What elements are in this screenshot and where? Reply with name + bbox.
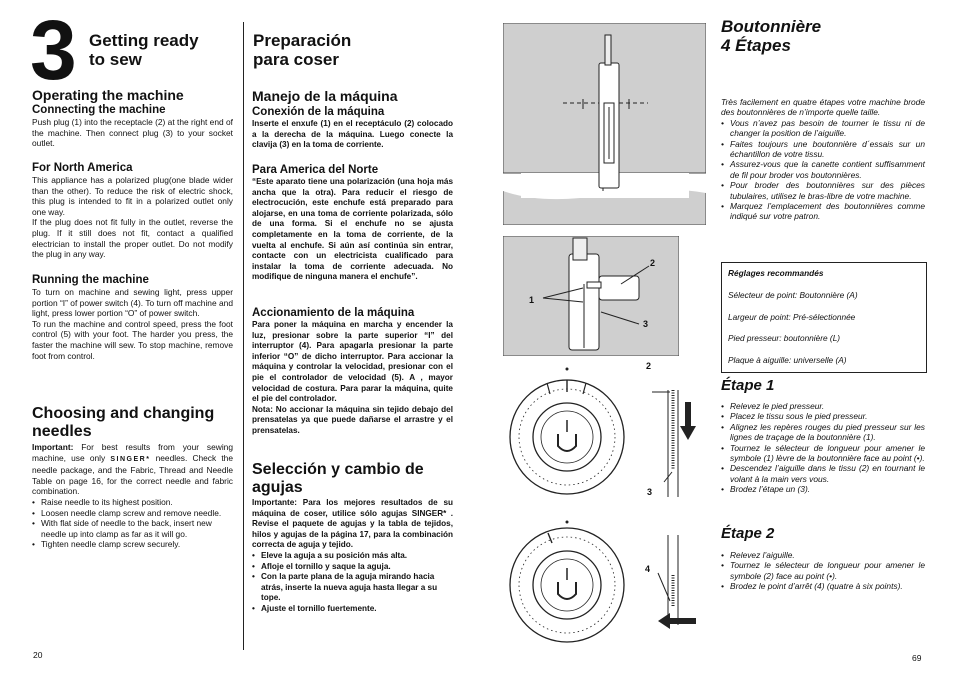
french-intro-section <box>721 97 925 222</box>
list-item: • With flat side of needle to the back, insert new needle up into clamp as far as it will go. <box>32 518 233 539</box>
etape1-heading: Étape 1 <box>721 377 775 394</box>
etape1-section <box>721 377 925 495</box>
north-america-section <box>32 162 233 260</box>
reglages-row: Largeur de point: Pré-sélectionnée <box>728 311 856 322</box>
column-divider <box>243 22 244 650</box>
figure-dial-step-2 <box>508 515 708 645</box>
callout-2b: 2 <box>646 361 652 371</box>
needles-section <box>32 405 233 550</box>
conexion-subheading: Conexión de la máquina <box>252 106 385 118</box>
list-item: • Assurez-vous que la canette contient suffisamment de fil pour broder vos boutonnières. <box>721 159 925 180</box>
list-item: • Ajuste el tornillo fuertemente. <box>252 604 453 615</box>
singer-brand: SINGER* <box>110 455 151 463</box>
operating-heading: Operating the machine <box>32 87 184 103</box>
norte-section <box>252 164 453 283</box>
reglages-row: Pied presseur: boutonnière (L) <box>728 333 841 343</box>
list-item: • Tighten needle clamp screw securely. <box>32 539 233 550</box>
list-item: • Marquez l’emplacement des boutonnières comme indiqué sur votre patron. <box>721 201 925 222</box>
needles-body <box>32 442 233 497</box>
list-item: • Tournez le sélecteur de longueur pour amener le symbole (2) face au point (•). <box>721 560 925 581</box>
list-item: • Loosen needle clamp screw and remove needle. <box>32 508 233 519</box>
accionamiento-section <box>252 307 453 437</box>
list-item: • Descendez l’aiguille dans le tissu (2) en tournant le volant à la main vers vous. <box>721 463 925 484</box>
callout-3b: 3 <box>647 487 653 497</box>
north-america-body-2: If the plug does not fit fully in the outlet, reverse the plug. If it still does not fit, contact a qualified electrician to install the proper outlet. Do not modify the plug in any way. <box>32 217 233 260</box>
chapter-title: Getting ready to sew <box>89 31 199 69</box>
list-item: • Con la parte plana de la aguja mirando hacia atrás, inserte la nueva aguja hasta llegar a su tope. <box>252 572 453 604</box>
agujas-section <box>252 461 453 615</box>
conexion-body: Inserte el enxufe (1) en el receptáculo (2) colocado a la derecha de la máquina. Luego conecte la clavija (3) en la toma de corriente. <box>252 119 453 150</box>
running-body-2: To run the machine and control speed, press the foot control (5) with your foot. The harder you press, the faster the machine will sew. To stop machine, remove foot from control. <box>32 318 233 361</box>
norte-body: “Este aparato tiene una polarización (una hoja más ancha que la otra). Para reducir el riesgo de electrocución, este enchufe está preparado para alojarse, en una toma de corriente polarizada, sólo de una forma. Si el enchufe no se ajusta completamente en la toma de corriente, de la vuelta al enchufe. Si aún así continúa sin entrar, contacte con un electricista cualificado para instalar la toma de corriente adecuada. No modifique de ninguna manera el enchufe”. <box>252 177 453 282</box>
reglages-row: Plaque à aiguille: universelle (A) <box>728 354 847 365</box>
manejo-heading: Manejo de la máquina <box>252 88 398 104</box>
important-label: Important: <box>32 442 74 452</box>
page-number-left: 20 <box>33 650 43 660</box>
reglages-box <box>721 262 927 373</box>
connecting-subheading: Connecting the machine <box>32 104 166 116</box>
callout-2: 2 <box>650 258 656 268</box>
list-item: • Relevez l’aiguille. <box>721 550 925 560</box>
list-item: • Alignez les repères rouges du pied presseur sur les lignes de traçage de la boutonnière (1). <box>721 422 925 443</box>
list-item: • Eleve la aguja a su posición más alta. <box>252 551 453 562</box>
needles-body-b: needles. Check the needle package, and the Fabric, Thread and Needle Table on page 16, for the correct needle and fabric combination. <box>32 452 233 497</box>
operating-section <box>32 87 233 149</box>
list-item: • Relevez le pied presseur. <box>721 401 925 411</box>
reglages-heading: Réglages recommandés <box>728 268 824 278</box>
manejo-section <box>252 88 453 151</box>
agujas-heading: Selección y cambio de agujas <box>252 461 424 496</box>
needles-bullets <box>32 497 233 550</box>
running-section <box>32 274 233 361</box>
chapter-number: 3 <box>30 3 75 97</box>
list-item: • Tournez le sélecteur de longueur pour amener le symbole (1) lèvre de la boutonnière face au point (•). <box>721 443 925 464</box>
figure-foot-on-fabric <box>503 23 706 225</box>
north-america-heading: For North America <box>32 162 133 174</box>
etape2-bullets <box>721 550 925 592</box>
french-title: Boutonnière 4 Étapes <box>721 17 822 55</box>
french-intro: Très facilement en quatre étapes votre machine brode des boutonnières de n’importe quelle taille. <box>721 97 925 118</box>
page-number-right: 69 <box>912 653 922 663</box>
accionamiento-nota: Nota: No accionar la máquina sin tejido debajo del prensatelas ya que puede dañarse el arrastre y el prensatelas. <box>252 404 453 435</box>
list-item: • Brodez l’étape un (3). <box>721 484 925 494</box>
list-item: • Vous n’avez pas besoin de tourner le tissu ni de changer la position de l’aiguille. <box>721 118 925 139</box>
etape1-bullets <box>721 401 925 495</box>
accionamiento-heading: Accionamiento de la máquina <box>252 307 415 319</box>
needles-heading: Choosing and changing needles <box>32 405 215 440</box>
etape2-section <box>721 525 925 592</box>
list-item: • Placez le tissu sous le pied presseur. <box>721 411 925 421</box>
etape2-heading: Étape 2 <box>721 525 775 542</box>
list-item: • Raise needle to its highest position. <box>32 497 233 508</box>
running-heading: Running the machine <box>32 274 149 286</box>
list-item: • Afloje el tornillo y saque la aguja. <box>252 562 453 573</box>
callout-1: 1 <box>529 295 535 305</box>
connecting-body: Push plug (1) into the receptacle (2) at the right end of the machine. Then connect plug (3) to your socket outlet. <box>32 117 233 149</box>
agujas-body: Importante: Para los mejores resultados de su máquina de coser, utilice sólo agujas SINGER* . Revise el paquete de agujas y la tabla de tejidos, hilos y agujas de la página 17, para la combinación correcta de aguja y tejido. <box>252 498 453 550</box>
list-item: • Faites toujours une boutonnière d´essais sur un échantillon de votre tissu. <box>721 139 925 160</box>
list-item: • Pour broder des boutonnières sur des pièces tubulaires, utilisez le bras-libre de votre machine. <box>721 180 925 201</box>
reglages-row: Sélecteur de point: Boutonnière (A) <box>728 290 858 300</box>
running-body-1: To turn on machine and sewing light, press upper portion “I” of power switch (4). To turn off machine and light, press lower portion “O” of power switch. <box>32 287 233 319</box>
accionamiento-body: Para poner la máquina en marcha y encender la luz, presionar sobre la parte superior “I” del interruptor (4). Para apagarla presionar la parte inferior “O” de dicho interruptor. Para accionar la máquina y controlar la velocidad, presionar con el pie el controlador de velocidad (5). A , mayor velocidad de costura. Para parar la máquina, quite el pie del controlador. <box>252 320 453 404</box>
list-item: • Brodez le point d’arrêt (4) (quatre à six points). <box>721 581 925 591</box>
agujas-bullets <box>252 551 453 615</box>
callout-4: 4 <box>645 564 651 574</box>
needles-body-a: For best results from your sewing machine, use only <box>32 442 233 463</box>
spanish-title: Preparación para coser <box>253 31 352 69</box>
figure-dial-step-1 <box>508 362 708 500</box>
north-america-body-1: This appliance has a polarized plug(one blade wider than the other). To reduce the risk of electric shock, this plug is intended to fit in a polarized outlet only one way. <box>32 175 233 217</box>
callout-3: 3 <box>643 319 649 329</box>
french-intro-bullets <box>721 118 925 222</box>
norte-heading: Para America del Norte <box>252 164 379 176</box>
